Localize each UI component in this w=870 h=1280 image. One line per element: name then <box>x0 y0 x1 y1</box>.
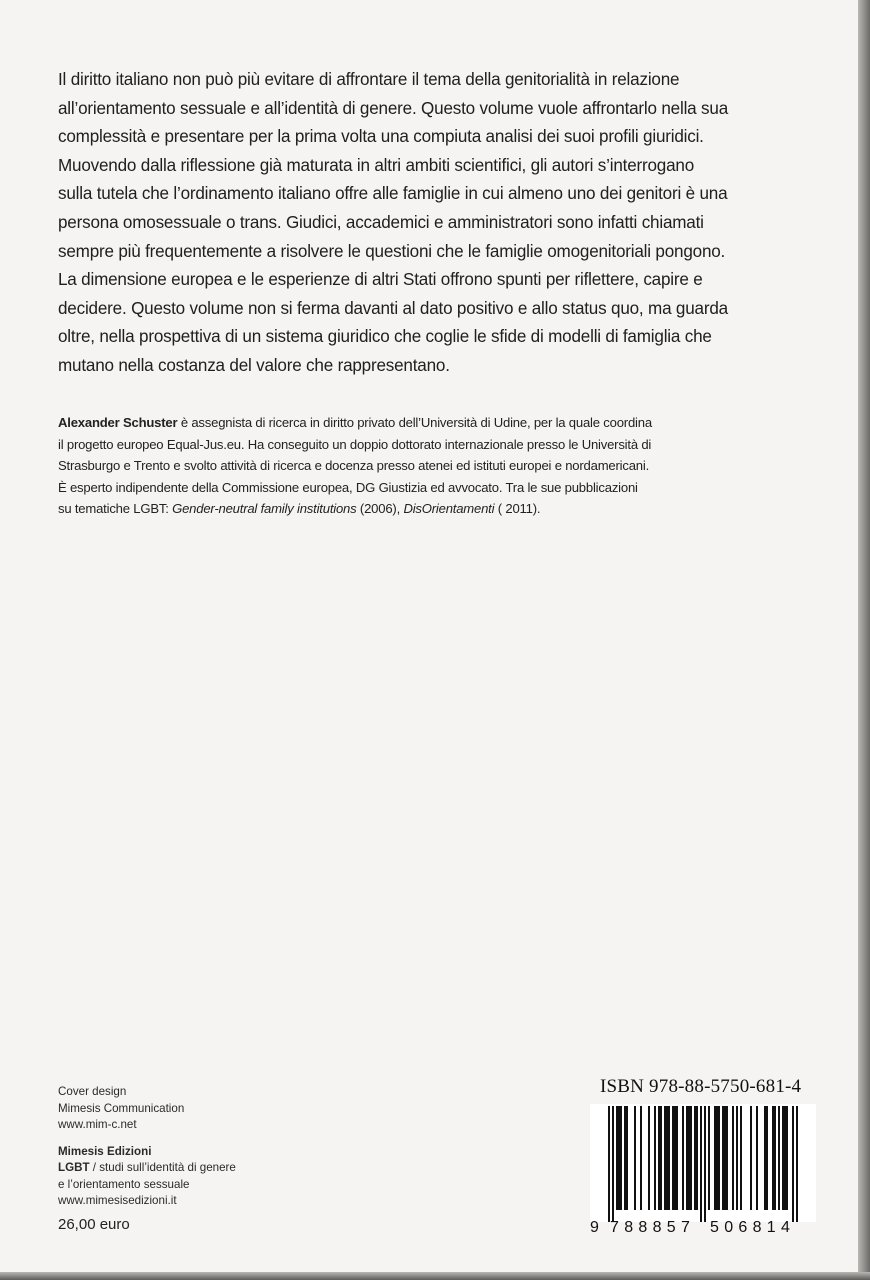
author-bio <box>58 412 798 520</box>
barcode-bar <box>654 1106 656 1210</box>
barcode-bar <box>796 1106 798 1222</box>
bio-line <box>58 498 798 520</box>
synopsis-line: Muovendo dalla riflessione già maturata in altri ambiti scientifici, gli autori s’interrogano <box>58 155 695 175</box>
barcode-bar <box>660 1106 662 1210</box>
barcode-bar <box>778 1106 780 1210</box>
synopsis-line: mutano nella costanza del valore che rappresentano. <box>58 355 450 375</box>
barcode-bar <box>668 1106 670 1210</box>
barcode-bar <box>740 1106 742 1210</box>
barcode-bar <box>756 1106 758 1210</box>
publisher-credits <box>58 1084 236 1210</box>
barcode-bar <box>674 1106 676 1210</box>
barcode-digit-group-left: 788857 <box>610 1219 696 1236</box>
barcode-bar <box>716 1106 718 1210</box>
barcode-bar <box>686 1106 688 1210</box>
publisher-name-text: Mimesis Edizioni <box>58 1144 152 1158</box>
barcode-bar <box>620 1106 622 1210</box>
spacer <box>58 1134 236 1144</box>
synopsis-line: persona omosessuale o trans. Giudici, accademici e amministratori sono infatti chiamati <box>58 212 704 232</box>
publication-title: Gender-neutral family institutions <box>172 501 357 516</box>
barcode-bar <box>690 1106 692 1210</box>
barcode-bar <box>696 1106 698 1210</box>
synopsis-line: decidere. Questo volume non si ferma davanti al dato positivo e allo status quo, ma guarda <box>58 298 728 318</box>
isbn-label: ISBN 978-88-5750-681-4 <box>600 1076 802 1097</box>
series-rest: / studi sull’identità di genere <box>89 1161 236 1174</box>
barcode-bar <box>700 1106 702 1222</box>
series-line <box>58 1160 236 1177</box>
barcode-bar <box>782 1106 784 1210</box>
synopsis-line: Il diritto italiano non può più evitare di affrontare il tema della genitorialità in relazione <box>58 70 680 89</box>
synopsis-line: La dimensione europea e le esperienze di altri Stati offrono spunti per riflettere, capire e <box>58 270 703 290</box>
bio-line: Strasburgo e Trento e svolto attività di ricerca e docenza presso atenei ed istituti europei e nordamericani. <box>58 458 650 473</box>
publication-title: DisOrientamenti <box>403 501 495 516</box>
barcode-bar <box>726 1106 728 1210</box>
cover-design-label: Cover design <box>58 1085 127 1098</box>
barcode <box>590 1104 816 1222</box>
barcode-bar <box>708 1106 710 1210</box>
synopsis-line: oltre, nella prospettiva di un sistema giuridico che coglie le sfide di modelli di famiglia che <box>58 327 712 347</box>
barcode-bar <box>786 1106 788 1210</box>
barcode-bar <box>694 1106 696 1210</box>
series-name: LGBT <box>58 1161 90 1174</box>
designer-url: www.mim-c.net <box>58 1118 137 1131</box>
series-line-2: e l’orientamento sessuale <box>58 1177 190 1191</box>
publisher-name <box>58 1144 236 1161</box>
barcode-bar <box>640 1106 642 1210</box>
bio-line <box>58 412 798 434</box>
barcode-bar <box>624 1106 626 1210</box>
price: 26,00 euro <box>58 1216 130 1233</box>
synopsis-line: sulla tutela che l’ordinamento italiano offre alle famiglie in cui almeno uno dei genitori è una <box>58 184 728 204</box>
barcode-bar <box>784 1106 786 1210</box>
barcode-bar <box>612 1106 614 1222</box>
synopsis-text <box>58 66 798 381</box>
bio-line: il progetto europeo Equal-Jus.eu. Ha conseguito un doppio dottorato internazionale presso le Università di <box>58 436 652 452</box>
barcode-bar <box>672 1106 674 1210</box>
barcode-bar <box>616 1106 618 1210</box>
barcode-digit-lead: 9 <box>590 1219 599 1236</box>
barcode-bar <box>736 1106 738 1210</box>
barcode-bar <box>714 1106 716 1210</box>
barcode-bar <box>774 1106 776 1210</box>
author-name: Alexander Schuster <box>58 415 178 430</box>
barcode-bar <box>626 1106 628 1210</box>
barcode-bar <box>682 1106 684 1210</box>
bio-prefix: su tematiche LGBT: <box>58 501 173 516</box>
barcode-bar <box>764 1106 766 1210</box>
barcode-bar <box>792 1106 794 1222</box>
bio-line-rest: è assegnista di ricerca in diritto privato dell’Università di Udine, per la quale coordina <box>177 415 652 430</box>
barcode-bar <box>766 1106 768 1210</box>
barcode-bar <box>634 1106 636 1210</box>
synopsis-line: all’orientamento sessuale e all’identità di genere. Questo volume vuole affrontarlo nella sua <box>58 98 728 118</box>
barcode-bar <box>658 1106 660 1210</box>
barcode-bar <box>722 1106 724 1210</box>
barcode-bar <box>750 1106 752 1210</box>
barcode-bar <box>704 1106 706 1222</box>
synopsis-line: complessità e presentare per la prima volta una compiuta analisi dei suoi profili giuridici. <box>58 127 704 147</box>
book-edge <box>858 0 870 1280</box>
barcode-digit-group-right: 506814 <box>710 1219 796 1236</box>
isbn-block <box>590 1076 816 1244</box>
barcode-bar <box>772 1106 774 1210</box>
publication-year: (2006), <box>356 501 404 516</box>
publication-year: ( 2011). <box>494 501 541 516</box>
barcode-bar <box>676 1106 678 1210</box>
book-bottom-edge <box>0 1272 870 1280</box>
barcode-bar <box>664 1106 666 1210</box>
barcode-bar <box>688 1106 690 1210</box>
barcode-bar <box>718 1106 720 1210</box>
designer-name: Mimesis Communication <box>58 1101 185 1115</box>
barcode-bar <box>724 1106 726 1210</box>
barcode-bar <box>608 1106 610 1222</box>
barcode-bar <box>618 1106 620 1210</box>
barcode-bar <box>648 1106 650 1210</box>
bio-line: È esperto indipendente della Commissione europea, DG Giustizia ed avvocato. Tra le sue pubblicazioni <box>58 479 638 495</box>
barcode-bar <box>732 1106 734 1210</box>
publisher-url: www.mimesisedizioni.it <box>58 1194 177 1207</box>
barcode-bar <box>666 1106 668 1210</box>
synopsis-line: sempre più frequentemente a risolvere le questioni che le famiglie omogenitoriali pongono. <box>58 241 726 261</box>
